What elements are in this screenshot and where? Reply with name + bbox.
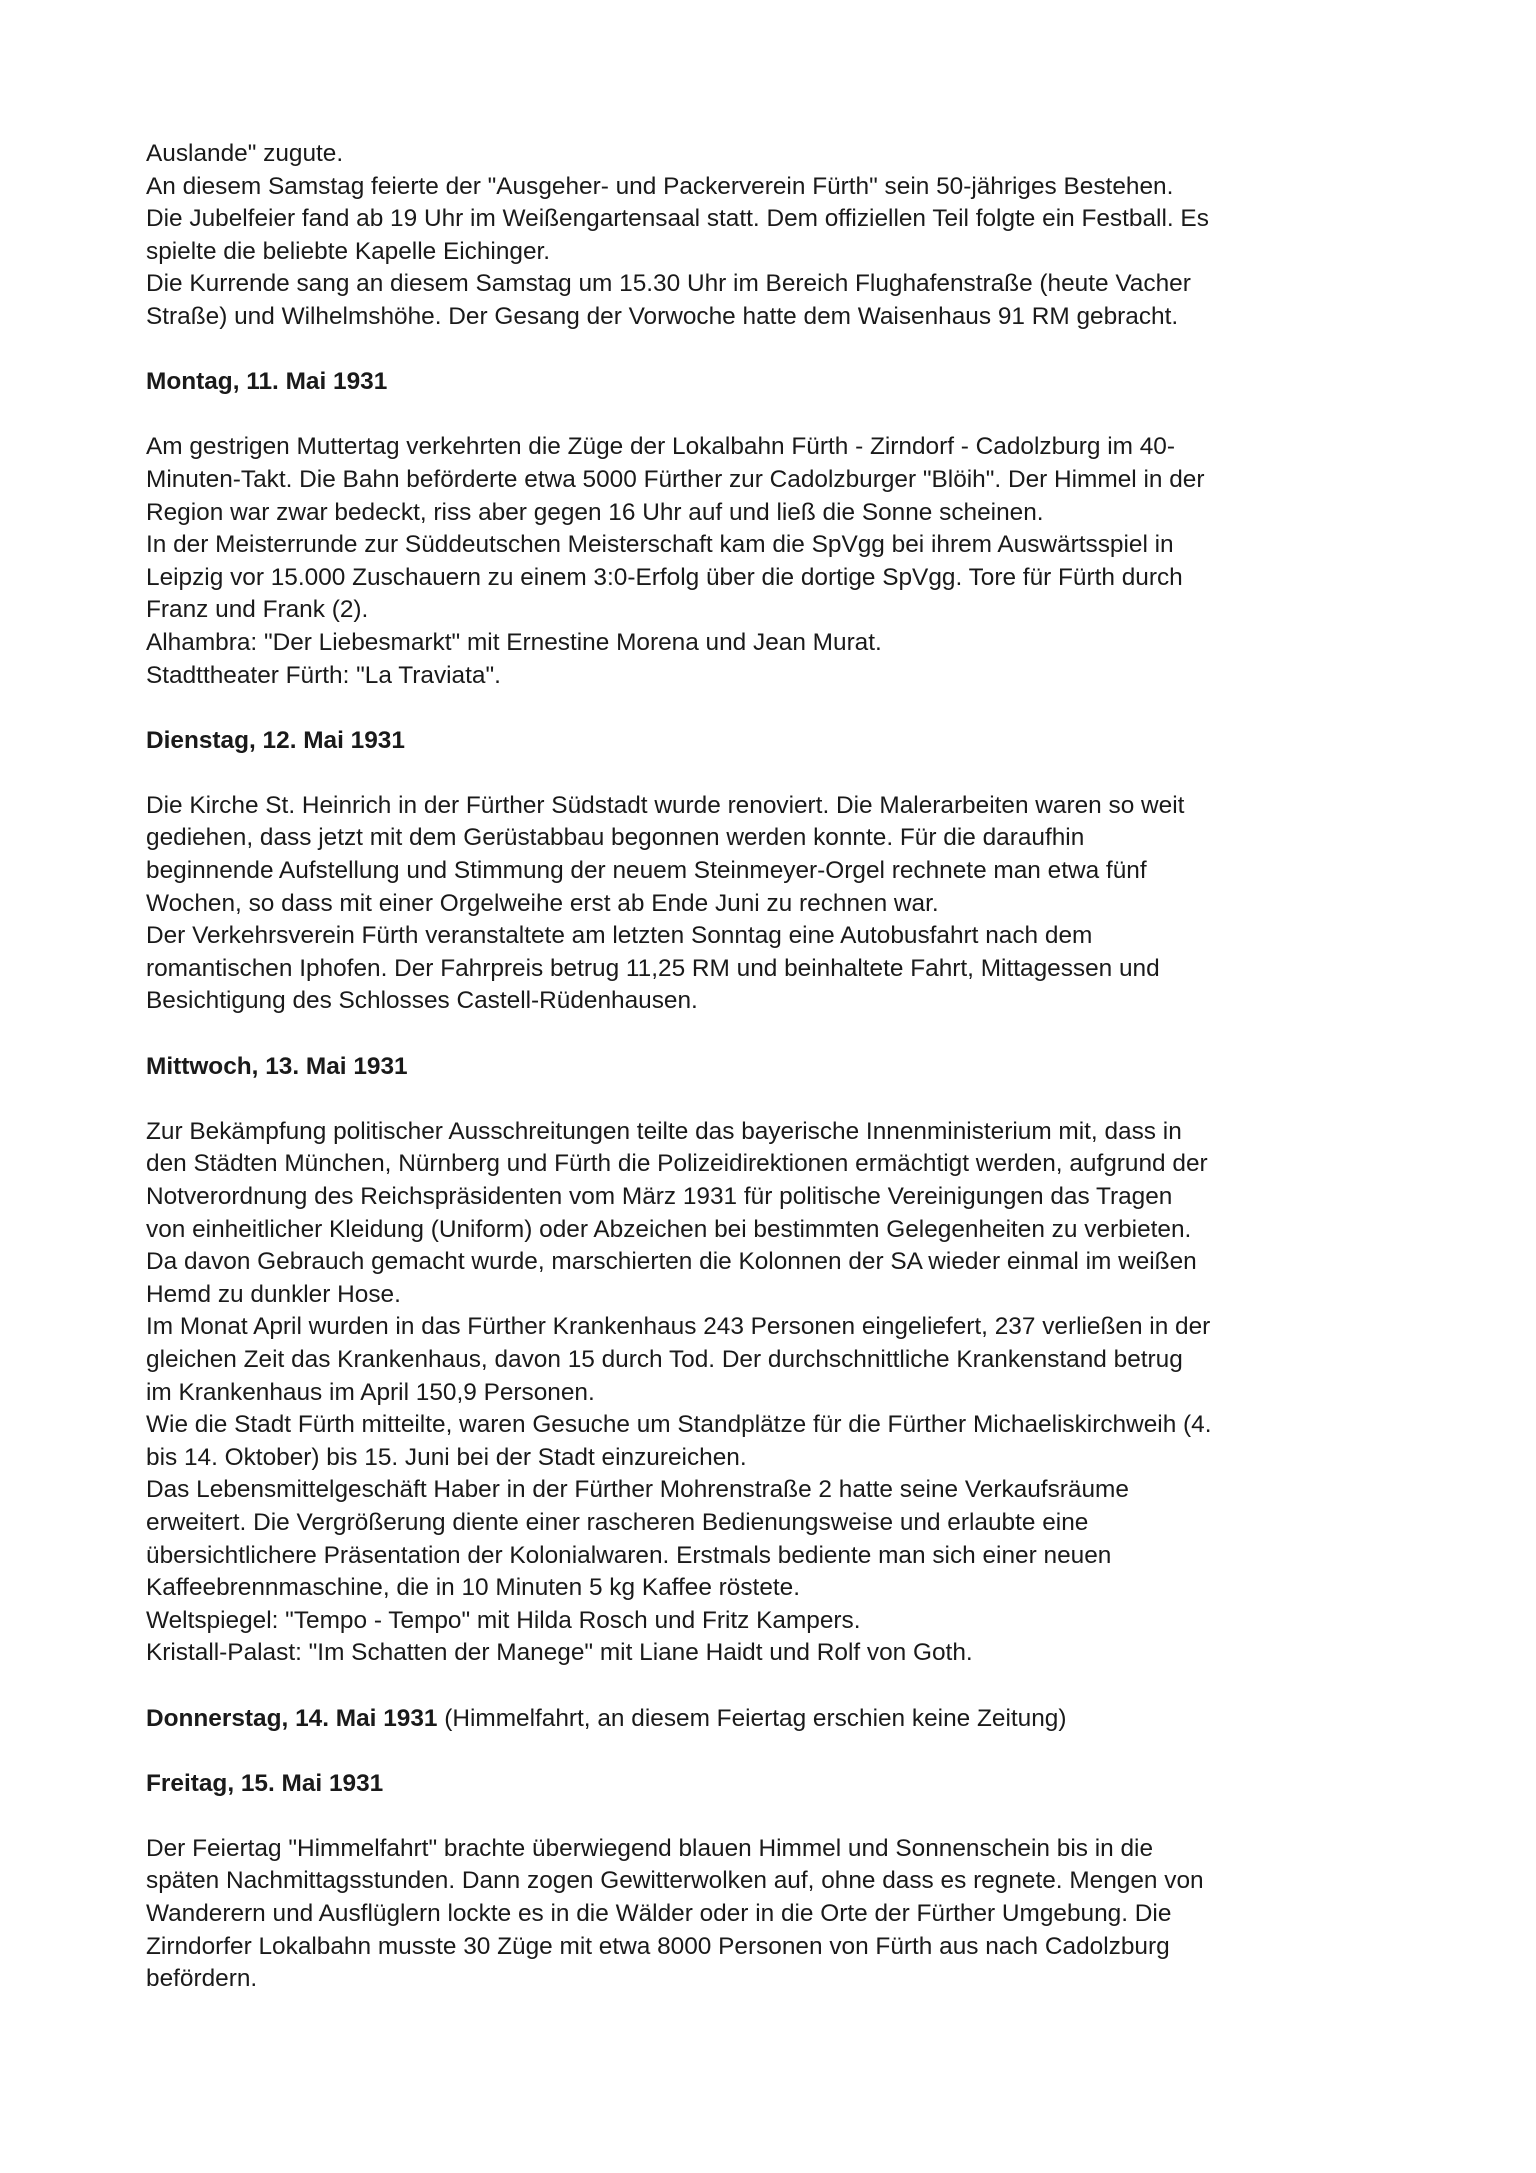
text-line: Im Monat April wurden in das Fürther Krankenhaus 243 Personen eingeliefert, 237 verließen in der bbox=[146, 1313, 1211, 1341]
text-line: Wanderern und Ausflüglern lockte es in die Wälder oder in die Orte der Fürther Umgebung. Die bbox=[146, 1900, 1172, 1928]
text-line: Am gestrigen Muttertag verkehrten die Züge der Lokalbahn Fürth - Zirndorf - Cadolzburg im 40- bbox=[146, 433, 1175, 461]
text-line: gediehen, dass jetzt mit dem Gerüstabbau begonnen werden konnte. Für die daraufhin bbox=[146, 824, 1085, 852]
text-line: späten Nachmittagsstunden. Dann zogen Gewitterwolken auf, ohne dass es regnete. Mengen von bbox=[146, 1867, 1204, 1895]
section-heading: Mittwoch, 13. Mai 1931 bbox=[146, 1052, 408, 1080]
text-line: Alhambra: "Der Liebesmarkt" mit Ernestine Morena und Jean Murat. bbox=[146, 628, 882, 656]
text-line: Das Lebensmittelgeschäft Haber in der Fürther Mohrenstraße 2 hatte seine Verkaufsräume bbox=[146, 1476, 1129, 1504]
text-line: Besichtigung des Schlosses Castell-Rüdenhausen. bbox=[146, 987, 698, 1015]
text-line: Der Verkehrsverein Fürth veranstaltete am letzten Sonntag eine Autobusfahrt nach dem bbox=[146, 922, 1093, 950]
section-heading-row bbox=[146, 1703, 1408, 1736]
text-line: Da davon Gebrauch gemacht wurde, marschierten die Kolonnen der SA wieder einmal im weißen bbox=[146, 1248, 1197, 1276]
text-line: An diesem Samstag feierte der "Ausgeher- und Packerverein Fürth" sein 50-jähriges Bestehen. bbox=[146, 172, 1174, 200]
text-line: Auslande" zugute. bbox=[146, 140, 344, 167]
text-line: Die Kurrende sang an diesem Samstag um 15.30 Uhr im Bereich Flughafenstraße (heute Vacher bbox=[146, 270, 1191, 298]
text-line: Weltspiegel: "Tempo - Tempo" mit Hilda Rosch und Fritz Kampers. bbox=[146, 1606, 861, 1634]
text-line: Minuten-Takt. Die Bahn beförderte etwa 5000 Fürther zur Cadolzburger "Blöih". Der Himmel in der bbox=[146, 465, 1205, 493]
text-line: den Städten München, Nürnberg und Fürth die Polizeidirektionen ermächtigt werden, aufgrund der bbox=[146, 1150, 1208, 1178]
section-heading: Montag, 11. Mai 1931 bbox=[146, 368, 388, 396]
section-body bbox=[146, 1116, 1408, 1670]
text-line: Der Feiertag "Himmelfahrt" brachte überwiegend blauen Himmel und Sonnenschein bis in die bbox=[146, 1834, 1154, 1862]
text-line: Stadttheater Fürth: "La Traviata". bbox=[146, 661, 501, 689]
section-heading: Dienstag, 12. Mai 1931 bbox=[146, 726, 405, 754]
text-line: im Krankenhaus im April 150,9 Personen. bbox=[146, 1378, 595, 1406]
text-line: In der Meisterrunde zur Süddeutschen Meisterschaft kam die SpVgg bei ihrem Auswärtsspiel in bbox=[146, 531, 1174, 559]
text-line: befördern. bbox=[146, 1965, 258, 1993]
text-line: übersichtlichere Präsentation der Kolonialwaren. Erstmals bediente man sich einer neuen bbox=[146, 1541, 1112, 1569]
text-line: Leipzig vor 15.000 Zuschauern zu einem 3:0-Erfolg über die dortige SpVgg. Tore für Fürth durch bbox=[146, 563, 1183, 591]
text-line: beginnende Aufstellung und Stimmung der neuem Steinmeyer-Orgel rechnete man etwa fünf bbox=[146, 857, 1147, 885]
text-line: Wie die Stadt Fürth mitteilte, waren Gesuche um Standplätze für die Fürther Michaeliskirchweih (4. bbox=[146, 1411, 1212, 1439]
text-line: bis 14. Oktober) bis 15. Juni bei der Stadt einzureichen. bbox=[146, 1443, 747, 1471]
intro-paragraph bbox=[146, 138, 1408, 334]
section-body bbox=[146, 431, 1408, 692]
text-line: Zur Bekämpfung politischer Ausschreitungen teilte das bayerische Innenministerium mit, dass in bbox=[146, 1117, 1182, 1145]
day-section-friday bbox=[146, 1768, 1408, 1996]
section-body bbox=[146, 1833, 1408, 1996]
text-line: Die Jubelfeier fand ab 19 Uhr im Weißengartensaal statt. Dem offiziellen Teil folgte ein Festball. Es bbox=[146, 205, 1209, 233]
text-line: Straße) und Wilhelmshöhe. Der Gesang der Vorwoche hatte dem Waisenhaus 91 RM gebracht. bbox=[146, 302, 1179, 330]
text-line: Notverordnung des Reichspräsidenten vom März 1931 für politische Vereinigungen das Tragen bbox=[146, 1183, 1173, 1210]
day-section-wednesday bbox=[146, 1051, 1408, 1670]
text-line: von einheitlicher Kleidung (Uniform) oder Abzeichen bei bestimmten Gelegenheiten zu verbieten. bbox=[146, 1215, 1192, 1243]
section-body bbox=[146, 790, 1408, 1018]
section-heading: Freitag, 15. Mai 1931 bbox=[146, 1769, 384, 1797]
text-line: Zirndorfer Lokalbahn musste 30 Züge mit etwa 8000 Personen von Fürth aus nach Cadolzburg bbox=[146, 1932, 1170, 1960]
day-section-monday bbox=[146, 366, 1408, 692]
text-line: Region war zwar bedeckt, riss aber gegen 16 Uhr auf und ließ die Sonne scheinen. bbox=[146, 498, 1044, 526]
text-line: Wochen, so dass mit einer Orgelweihe erst ab Ende Juni zu rechnen war. bbox=[146, 889, 939, 917]
section-heading: Donnerstag, 14. Mai 1931 bbox=[146, 1704, 438, 1732]
day-section-thursday bbox=[146, 1703, 1408, 1736]
text-line: erweitert. Die Vergrößerung diente einer rascheren Bedienungsweise und erlaubte eine bbox=[146, 1508, 1089, 1536]
text-line: romantischen Iphofen. Der Fahrpreis betrug 11,25 RM und beinhaltete Fahrt, Mittagessen und bbox=[146, 954, 1160, 982]
text-line: Kristall-Palast: "Im Schatten der Manege" mit Liane Haidt und Rolf von Goth. bbox=[146, 1639, 973, 1667]
text-line: Hemd zu dunkler Hose. bbox=[146, 1280, 401, 1308]
text-line: Kaffeebrennmaschine, die in 10 Minuten 5 kg Kaffee röstete. bbox=[146, 1574, 801, 1602]
section-note: (Himmelfahrt, an diesem Feiertag erschien keine Zeitung) bbox=[437, 1704, 1067, 1732]
day-section-tuesday bbox=[146, 725, 1408, 1018]
text-line: Franz und Frank (2). bbox=[146, 596, 369, 624]
text-line: spielte die beliebte Kapelle Eichinger. bbox=[146, 237, 551, 265]
document-page bbox=[146, 138, 1408, 1996]
text-line: Die Kirche St. Heinrich in der Fürther Südstadt wurde renoviert. Die Malerarbeiten waren so weit bbox=[146, 791, 1185, 819]
text-line: gleichen Zeit das Krankenhaus, davon 15 durch Tod. Der durchschnittliche Krankenstand betrug bbox=[146, 1345, 1183, 1373]
